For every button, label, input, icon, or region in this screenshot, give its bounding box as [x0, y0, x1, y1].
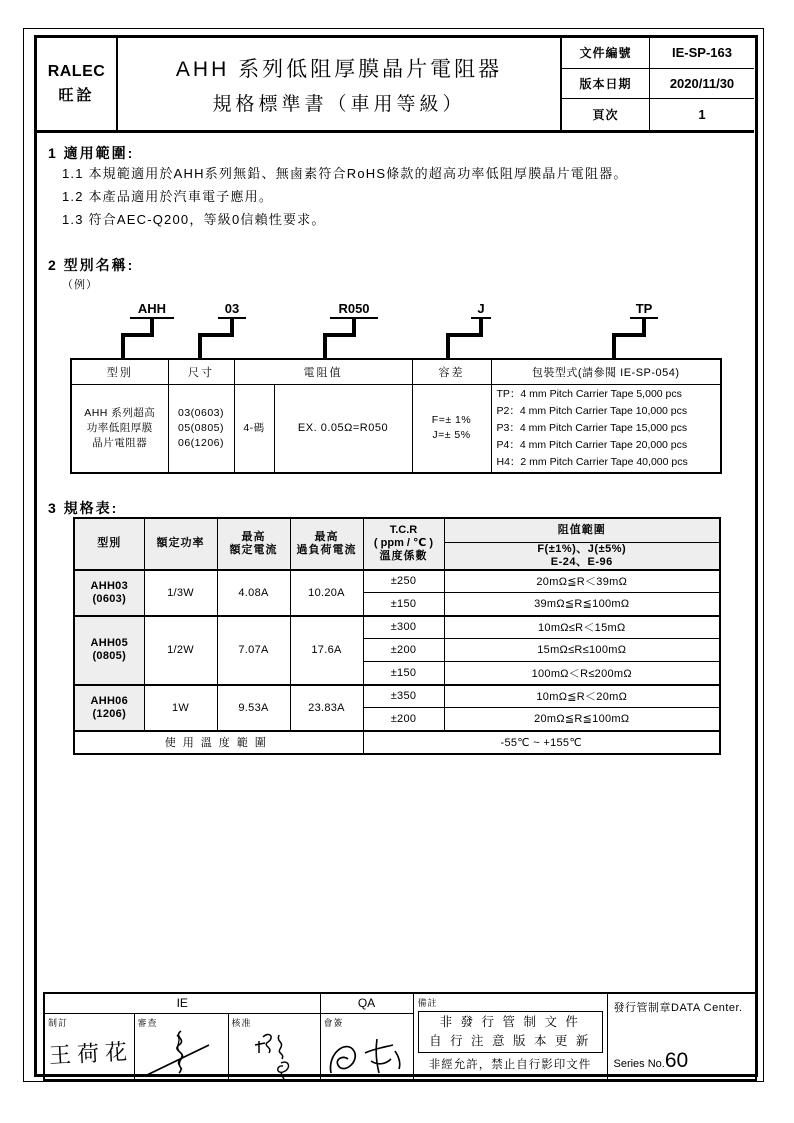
spec-row-ahh06-1	[74, 685, 720, 708]
rated-current-ahh06: 9.53A	[217, 685, 290, 731]
approval-dept-row	[44, 993, 756, 1013]
doc-number-value: IE-SP-163	[650, 38, 754, 69]
model-size-code: (1206)	[92, 707, 127, 720]
naming-packaging-cell	[491, 384, 721, 473]
model-ahh06	[74, 685, 144, 731]
spec-header-tcr	[363, 518, 444, 570]
type-line-1: AHH 系列超高	[84, 406, 156, 419]
resistance-range: 39mΩ≦R≦100mΩ	[444, 593, 720, 616]
signature-cell-reviewed	[134, 1013, 228, 1080]
part-code-series: AHH	[130, 301, 174, 319]
revision-date-value: 2020/11/30	[650, 69, 754, 100]
spec-header-resistance-range: 阻值範圍	[444, 518, 720, 542]
spec-header-overload-current	[290, 518, 363, 570]
signature-cell-countersigned	[320, 1013, 413, 1080]
naming-header-tolerance: 容差	[412, 359, 491, 384]
document-title-line2: 規格標準書（車用等級）	[212, 93, 466, 115]
scope-items	[62, 162, 628, 231]
model-ahh03	[74, 570, 144, 616]
model-name: AHH03	[90, 579, 129, 592]
page-number-value: 1	[698, 107, 706, 123]
rated-line-1: 最高	[241, 530, 266, 543]
spec-temp-row	[74, 731, 720, 754]
overload-current-ahh06: 23.83A	[290, 685, 363, 731]
rated-current-ahh05: 7.07A	[217, 616, 290, 685]
model-size-code: (0603)	[92, 592, 127, 605]
part-code-packaging: TP	[630, 301, 658, 319]
naming-header-type: 型別	[71, 359, 168, 384]
spec-header-row-1	[74, 518, 720, 542]
naming-table	[70, 358, 722, 474]
doc-number-label: 文件編號	[562, 38, 650, 69]
resistance-range: 20mΩ≦R≦100mΩ	[444, 708, 720, 731]
approval-table	[43, 992, 757, 1081]
company-logo	[37, 38, 118, 130]
remark-line-2: 自 行 注 意 版 本 更 新	[429, 1034, 591, 1048]
resistance-range: 10mΩ≦R＜20mΩ	[444, 685, 720, 708]
operating-temp-value: -55℃ ~ +155℃	[363, 731, 720, 754]
tcr-value: ±150	[363, 662, 444, 685]
example-note: （例）	[62, 279, 98, 291]
naming-size-cell	[168, 384, 234, 473]
tcr-value: ±300	[363, 616, 444, 639]
remark-label: 備註	[417, 998, 438, 1008]
section1-heading: 1 適用範圍:	[48, 145, 135, 161]
model-name: AHH06	[90, 694, 129, 707]
tcr-value: ±250	[363, 570, 444, 593]
overload-current-ahh05: 17.6A	[290, 616, 363, 685]
dept-qa: QA	[320, 993, 413, 1013]
spec-header-range-sub	[444, 542, 720, 570]
series-number: 60	[664, 1048, 689, 1072]
remark-warning: 非經允許，禁止自行影印文件	[428, 1059, 592, 1071]
naming-header-size: 尺寸	[168, 359, 234, 384]
overload-line-2: 過負荷電流	[296, 543, 357, 556]
rated-current-ahh03: 4.08A	[217, 570, 290, 616]
spec-header-power: 額定功率	[144, 518, 217, 570]
part-code-resistance: R050	[330, 301, 378, 319]
role-reviewed-label: 審查	[137, 1017, 158, 1028]
signature-cell-approved	[228, 1013, 320, 1080]
brand-name-chinese: 旺詮	[58, 87, 95, 104]
signature-approved	[229, 1029, 319, 1079]
resistance-range: 100mΩ＜R≤200mΩ	[444, 662, 720, 685]
naming-resistance-example-cell: EX. 0.05Ω=R050	[274, 384, 412, 473]
packaging-option-tp: TP：4 mm Pitch Carrier Tape 5,000 pcs	[496, 387, 682, 400]
tcr-value: ±350	[363, 685, 444, 708]
naming-type-cell	[71, 384, 168, 473]
document-info-table	[560, 38, 754, 130]
dept-ie: IE	[44, 993, 320, 1013]
range-sub-line-1: F(±1%)、J(±5%)	[537, 542, 627, 555]
tcr-value: ±200	[363, 639, 444, 662]
issue-stamp-text: 發行管制章DATA Center.	[613, 1002, 743, 1014]
brand-name: RALEC	[47, 63, 106, 80]
power-ahh03: 1/3W	[144, 570, 217, 616]
size-option-3: 06(1206)	[177, 436, 225, 449]
spec-header-model: 型別	[74, 518, 144, 570]
scope-item-3: 1.3 符合AEC-Q200，等級0信賴性要求。	[62, 212, 326, 227]
packaging-option-p3: P3：4 mm Pitch Carrier Tape 15,000 pcs	[496, 421, 688, 434]
power-ahh06: 1W	[144, 685, 217, 731]
naming-table-header-row	[71, 359, 721, 384]
remark-box	[418, 1011, 603, 1053]
packaging-option-h4: H4：2 mm Pitch Carrier Tape 40,000 pcs	[496, 455, 688, 468]
page-number-label: 頁次	[562, 99, 650, 130]
issue-control-cell	[607, 993, 756, 1080]
spec-row-ahh05-1	[74, 616, 720, 639]
naming-tolerance-cell	[412, 384, 491, 473]
document-title-line1: AHH 系列低阻厚膜晶片電阻器	[175, 57, 503, 81]
part-code-tolerance: J	[471, 301, 491, 319]
overload-current-ahh03: 10.20A	[290, 570, 363, 616]
remark-cell	[413, 993, 607, 1080]
range-sub-line-2: E-24、E-96	[550, 555, 613, 568]
remark-line-1: 非 發 行 管 制 文 件	[439, 1015, 581, 1029]
signature-countersigned	[321, 1029, 413, 1079]
overload-line-1: 最高	[314, 530, 339, 543]
packaging-option-p2: P2：4 mm Pitch Carrier Tape 10,000 pcs	[496, 404, 688, 417]
tcr-line-3: 溫度係數	[379, 550, 428, 563]
model-name: AHH05	[90, 637, 129, 649]
naming-table-body-row	[71, 384, 721, 473]
rated-line-2: 額定電流	[229, 543, 278, 556]
tolerance-f: F=± 1%	[431, 414, 472, 427]
tcr-value: ±150	[363, 593, 444, 616]
model-ahh05	[74, 616, 144, 685]
section3-heading: 3 規格表:	[48, 500, 119, 516]
naming-header-packaging: 包裝型式(請參閱 IE-SP-054)	[491, 359, 721, 384]
tcr-line-1: T.C.R	[389, 524, 418, 537]
type-line-2: 功率低阻厚膜	[86, 421, 153, 434]
spec-row-ahh03-1	[74, 570, 720, 593]
part-number-connector-lines	[0, 296, 794, 358]
spec-table	[73, 517, 721, 755]
document-header	[37, 38, 754, 133]
role-approved-label: 核准	[231, 1017, 252, 1028]
series-number-line	[614, 1049, 754, 1073]
tcr-line-2: ( ppm / ℃ )	[373, 537, 434, 550]
spec-header-rated-current	[217, 518, 290, 570]
operating-temp-label: 使用溫度範圍	[74, 731, 363, 754]
resistance-range: 20mΩ≦R＜39mΩ	[444, 570, 720, 593]
size-option-2: 05(0805)	[177, 421, 225, 434]
naming-header-resistance: 電阻值	[234, 359, 412, 384]
packaging-option-p4: P4：4 mm Pitch Carrier Tape 20,000 pcs	[496, 438, 688, 451]
signature-cell-drafted	[44, 1013, 134, 1080]
tolerance-j: J=± 5%	[432, 429, 471, 442]
model-size-code: (0805)	[92, 650, 127, 662]
document-title-block	[118, 38, 560, 130]
type-line-3: 晶片電阻器	[92, 436, 148, 449]
size-option-1: 03(0603)	[177, 406, 225, 419]
role-drafted-label: 制訂	[48, 1017, 69, 1028]
part-code-size: 03	[218, 301, 246, 319]
power-ahh05: 1/2W	[144, 616, 217, 685]
naming-digits-cell: 4-碼	[234, 384, 274, 473]
series-label: Series No.	[613, 1057, 665, 1070]
resistance-range: 10mΩ≤R＜15mΩ	[444, 616, 720, 639]
role-countersigned-label: 會簽	[323, 1017, 344, 1028]
scope-item-1: 1.1 本規範適用於AHH系列無鉛、無鹵素符合RoHS條款的超高功率低阻厚膜晶片電阻器。	[62, 166, 628, 181]
signature-drafted: 王荷花	[48, 1038, 134, 1068]
signature-reviewed	[135, 1029, 225, 1079]
section2-heading: 2 型別名稱:	[48, 257, 135, 273]
revision-date-label: 版本日期	[562, 69, 650, 100]
resistance-range: 15mΩ≤R≤100mΩ	[444, 639, 720, 662]
tcr-value: ±200	[363, 708, 444, 731]
scope-item-2: 1.2 本產品適用於汽車電子應用。	[62, 189, 274, 204]
